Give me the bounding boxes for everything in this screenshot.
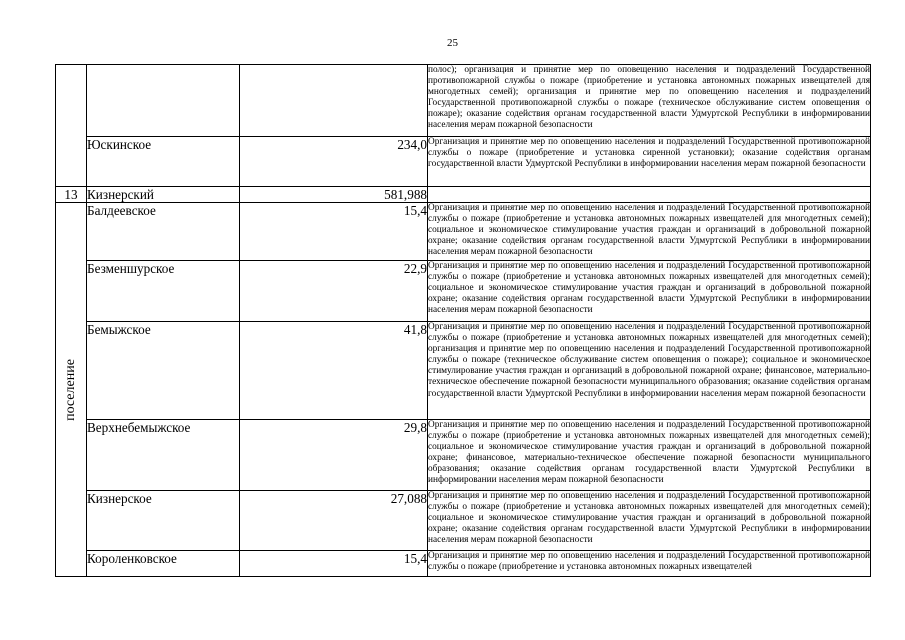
settlement-name: Безменшурское	[87, 261, 240, 322]
group-label: поселение	[63, 358, 78, 421]
table-row	[56, 203, 871, 261]
settlement-amount: 15,4	[240, 551, 428, 577]
table-row	[56, 261, 871, 322]
settlement-description: полос); организация и принятие мер по оповещению населения и подразделений Государственной противопожарной службы о пожаре (приобретение и установка автономных пожарных извещателей для многодетных семей); организация и принятие мер по оповещению населения и подразделений Государственной противопожарной службы о пожаре (техническое обслуживание систем оповещения о пожаре); оказание содействия органам государственной власти Удмуртской Республики в информировании населения мерам пожарной безопасности	[428, 65, 871, 137]
settlement-name: Короленковское	[87, 551, 240, 577]
settlement-description: Организация и принятие мер по оповещению населения и подразделений Государственной противопожарной службы о пожаре (приобретение и установка сиренной установки); оказание содействия органам государственной власти Удмуртской Республики в информировании населения мерам пожарной безопасности	[428, 137, 871, 187]
table-row	[56, 491, 871, 551]
settlement-name: Верхнебемыжское	[87, 420, 240, 491]
settlement-description: Организация и принятие мер по оповещению населения и подразделений Государственной противопожарной службы о пожаре (приобретение и установка автономных пожарных извещателей для многодетных семей); социальное и экономическое стимулирование участия граждан и организаций в добровольной пожарной охране; оказание содействия органам государственной власти Удмуртской Республики в информировании населения мерам пожарной безопасности	[428, 491, 871, 551]
settlement-amount: 15,4	[240, 203, 428, 261]
group-cell	[56, 203, 87, 577]
settlement-name: Кизнерское	[87, 491, 240, 551]
table-row	[56, 65, 871, 137]
district-amount: 581,988	[240, 187, 428, 203]
district-name: Кизнерский	[87, 187, 240, 203]
settlement-name	[87, 65, 240, 137]
district-row	[56, 187, 871, 203]
settlement-name: Бемыжское	[87, 322, 240, 420]
settlement-amount: 27,088	[240, 491, 428, 551]
settlement-description: Организация и принятие мер по оповещению населения и подразделений Государственной противопожарной службы о пожаре (приобретение и установка автономных пожарных извещателей для многодетных семей); социальное и экономическое стимулирование участия граждан и организаций в добровольной пожарной охране; оказание содействия органам государственной власти Удмуртской Республики в информировании населения мерам пожарной безопасности	[428, 261, 871, 322]
table-row	[56, 420, 871, 491]
settlement-description: Организация и принятие мер по оповещению населения и подразделений Государственной противопожарной службы о пожаре (приобретение и установка автономных пожарных извещателей для многодетных семей); организация и принятие мер по оповещению населения и подразделений Государственной противопожарной службы о пожаре (техническое обслуживание систем оповещения о пожаре); социальное и экономическое стимулирование участия граждан и организаций в добровольной пожарной охране; финансовое, материально-техническое обеспечение пожарной безопасности муниципального образования; оказание содействия органам государственной власти Удмуртской Республики в информировании населения мерам пожарной безопасности	[428, 322, 871, 420]
settlement-description: Организация и принятие мер по оповещению населения и подразделений Государственной противопожарной службы о пожаре (приобретение и установка автономных пожарных извещателей для многодетных семей); социальное и экономическое стимулирование участия граждан и организаций в добровольной пожарной охране; оказание содействия органам государственной власти Удмуртской Республики в информировании населения мерам пожарной безопасности	[428, 203, 871, 261]
table-row	[56, 137, 871, 187]
district-number: 13	[56, 187, 87, 203]
settlement-amount	[240, 65, 428, 137]
settlement-description: Организация и принятие мер по оповещению населения и подразделений Государственной противопожарной службы о пожаре (приобретение и установка автономных пожарных извещателей	[428, 551, 871, 577]
settlement-amount: 41,8	[240, 322, 428, 420]
allocation-table	[55, 64, 871, 577]
settlement-description: Организация и принятие мер по оповещению населения и подразделений Государственной противопожарной службы о пожаре (приобретение и установка автономных пожарных извещателей для многодетных семей); социальное и экономическое стимулирование участия граждан и организаций в добровольной пожарной охране; финансовое, материально-техническое обеспечение пожарной безопасности муниципального образования; оказание содействия органам государственной власти Удмуртской Республики в информировании населения мерам пожарной безопасности	[428, 420, 871, 491]
settlement-name: Юскинское	[87, 137, 240, 187]
group-cell	[56, 65, 87, 187]
settlement-name: Балдеевское	[87, 203, 240, 261]
settlement-amount: 22,9	[240, 261, 428, 322]
page-number: 25	[447, 37, 458, 49]
settlement-amount: 29,8	[240, 420, 428, 491]
table-row	[56, 322, 871, 420]
settlement-amount: 234,0	[240, 137, 428, 187]
table-row	[56, 551, 871, 577]
district-description	[428, 187, 871, 203]
